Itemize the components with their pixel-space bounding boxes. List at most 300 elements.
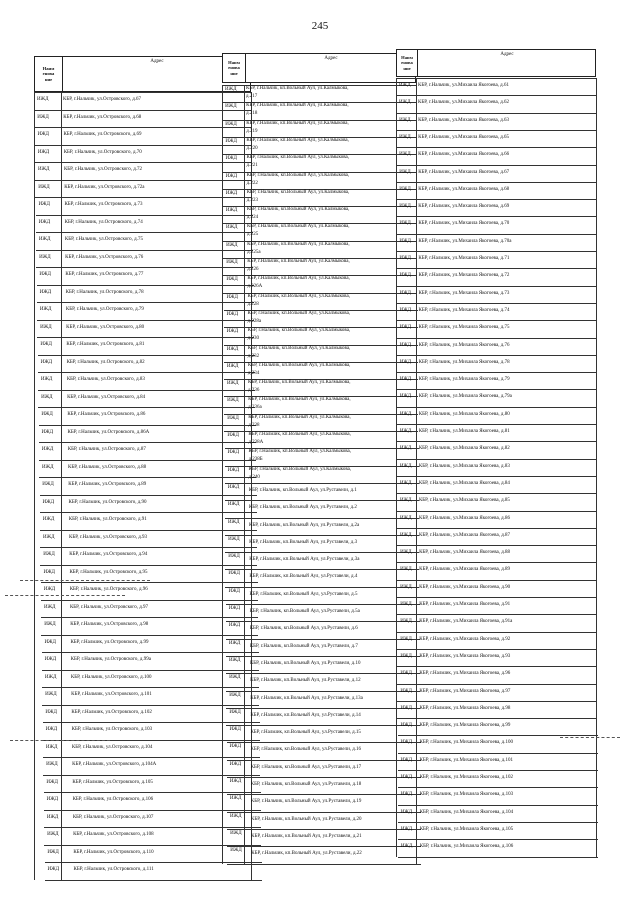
address-text: КБР, г.Нальчик, ул.Островского, д.67 bbox=[63, 97, 142, 102]
object-type: ИЖД bbox=[47, 832, 59, 837]
address-text: КБР, г.Нальчик, ул.Михаила Якогоева, д.91а bbox=[419, 619, 513, 625]
address-text: КБР, г.Нальчик, ул.Михаила Якогоева, д.85 bbox=[418, 498, 510, 504]
address-text: КБР, г.Нальчик, ул.Островского, д.111 bbox=[73, 867, 154, 872]
address-text: КБР, г.Нальчик, кп.Вольный Аул, ул.Калмыкова, bbox=[247, 276, 350, 282]
address-text: КБР, г.Нальчик, ул.Михаила Якогоева, д.72 bbox=[418, 273, 510, 279]
address-text: КБР, г.Нальчик, кп.Вольный Аул, ул.Калмыкова, bbox=[246, 120, 349, 126]
col2-mid-border bbox=[244, 85, 245, 864]
col3-row-divider bbox=[397, 372, 597, 373]
address-text: КБР, г.Нальчик, ул.Михаила Якогоева, д.103 bbox=[419, 792, 514, 798]
object-type: ИЖД bbox=[39, 254, 51, 260]
object-type: ИЖД bbox=[399, 480, 412, 486]
address-text: КБР, г.Нальчик, кп.Вольный Аул, ул.Руставели, д.2а bbox=[249, 522, 360, 528]
object-type: ИЖД bbox=[227, 450, 240, 456]
col2-row-divider bbox=[226, 708, 420, 709]
address-text: КБР, г.Нальчик, ул.Островского, д.70 bbox=[63, 149, 142, 155]
object-type: ИЖД bbox=[400, 584, 412, 590]
col3-row-divider bbox=[396, 165, 596, 166]
address-text: КБР, г.Нальчик, ул.Михаила Якогоева, д.73 bbox=[418, 290, 510, 296]
address-text: КБР, г.Нальчик, ул.Островского, д.110 bbox=[73, 849, 154, 855]
address-text-cont: д.225а bbox=[247, 249, 261, 255]
object-type: ИЖД bbox=[225, 208, 238, 214]
address-text: КБР, г.Нальчик, ул.Островского, д.77 bbox=[65, 272, 144, 277]
object-type: ИЖД bbox=[40, 342, 52, 347]
object-type: ИЖД bbox=[400, 619, 412, 625]
col3-row-divider bbox=[396, 234, 596, 235]
col3-row-divider bbox=[397, 718, 597, 719]
object-type: ИЖД bbox=[228, 536, 240, 542]
object-type: ИЖД bbox=[228, 571, 240, 577]
object-type: ИЖД bbox=[40, 324, 52, 330]
col1-row-divider bbox=[41, 635, 258, 636]
object-type: ИЖД bbox=[399, 186, 411, 192]
address-text: КБР, г.Нальчик, кп.Вольный Аул, ул.Руставели, д.4 bbox=[249, 574, 358, 580]
col1-row-divider bbox=[44, 792, 261, 793]
address-text: КБР, г.Нальчик, ул.Михаила Якогоева, д.79 bbox=[418, 377, 510, 383]
col3-row-divider bbox=[397, 528, 597, 529]
object-type: ИЖД bbox=[399, 307, 412, 313]
col3-row-divider bbox=[397, 424, 597, 425]
object-type: ИЖД bbox=[45, 727, 58, 732]
address-text-cont: д.240 bbox=[248, 474, 260, 480]
address-text: КБР, г.Нальчик, ул.Михаила Якогоева, д.90 bbox=[419, 584, 511, 590]
col3-row-divider bbox=[396, 130, 596, 131]
col2-row-divider bbox=[226, 691, 420, 692]
address-text: КБР, г.Нальчик, ул.Островского, д.95 bbox=[69, 569, 148, 575]
address-text: КБР, г.Нальчик, ул.Островского, д.76 bbox=[65, 254, 144, 260]
address-text: КБР, г.Нальчик, ул.Михаила Якогоева, д.70а bbox=[418, 238, 512, 244]
object-type: ИЖД bbox=[225, 173, 238, 179]
address-text: КБР, г.Нальчик, ул.Михаила Якогоева, д.65 bbox=[418, 134, 510, 140]
address-text: КБР, г.Нальчик, кп.Вольный Аул, ул.Калмыкова, bbox=[246, 172, 350, 178]
address-text: КБР, г.Нальчик, ул.Михаила Якогоева, д.100 bbox=[419, 740, 513, 746]
col2-row-divider bbox=[227, 829, 421, 830]
object-type: ИЖД bbox=[400, 740, 413, 746]
address-text: КБР, г.Нальчик, ул.Островского, д.79 bbox=[65, 307, 144, 312]
col1-row-divider bbox=[41, 582, 258, 583]
address-text: КБР, г.Нальчик, кп.Вольный Аул, ул.Калмыкова, bbox=[247, 241, 350, 247]
address-text: КБР, г.Нальчик, кп.Вольный Аул, ул.Калмыкова, bbox=[246, 207, 350, 213]
address-text: КБР, г.Нальчик, ул.Островского, д.75 bbox=[64, 237, 143, 242]
address-text: КБР, г.Нальчик, ул.Михаила Якогоева, д.84 bbox=[418, 480, 510, 486]
object-type: ИЖД bbox=[47, 849, 59, 855]
address-text: КБР, г.Нальчик, ул.Островского, д.88 bbox=[68, 464, 147, 470]
object-type: ИЖД bbox=[37, 132, 49, 137]
address-text-cont: д.236 bbox=[248, 388, 260, 394]
address-text: КБР, г.Нальчик, кп.Вольный Аул, ул.Калмыкова, bbox=[248, 432, 351, 437]
col1-row-divider bbox=[36, 232, 253, 233]
address-text: КБР, г.Нальчик, ул.Островского, д.101 bbox=[71, 692, 152, 697]
object-type: ИЖД bbox=[227, 415, 239, 421]
object-type: ИЖД bbox=[400, 723, 412, 729]
address-text: КБР, г.Нальчик, ул.Островского, д.72а bbox=[64, 184, 145, 190]
col3-row-divider bbox=[397, 338, 597, 339]
object-type: ИЖД bbox=[399, 152, 411, 158]
col1-row-divider bbox=[39, 477, 256, 478]
col2-row-divider bbox=[225, 518, 419, 519]
address-text: КБР, г.Нальчик, ул.Михаила Якогоева, д.67 bbox=[418, 169, 510, 175]
address-text: КБР, г.Нальчик, ул.Михаила Якогоева, д.99 bbox=[419, 723, 511, 729]
col1-row-divider bbox=[36, 215, 253, 216]
col1-row-divider bbox=[40, 547, 257, 548]
object-type: ИЖД bbox=[226, 242, 238, 248]
address-text: КБР, г.Нальчик, ул.Островского, д.83 bbox=[66, 377, 145, 382]
col1-header-address: Адрес bbox=[150, 59, 164, 64]
address-text: КБР, г.Нальчик, ул.Михаила Якогоева, д.98 bbox=[419, 705, 511, 711]
object-type: ИЖД bbox=[45, 709, 57, 715]
object-type: ИЖД bbox=[400, 532, 412, 538]
col2-row-divider bbox=[227, 777, 421, 778]
address-text: КБР, г.Нальчик, кп.Вольный Аул, ул.Калмыкова, bbox=[247, 362, 351, 368]
address-text: КБР, г.Нальчик, ул.Михаила Якогоева, д.92 bbox=[419, 636, 511, 642]
col3-row-divider bbox=[396, 147, 596, 148]
address-text: КБР, г.Нальчик, ул.Островского, д.104 bbox=[71, 744, 153, 750]
address-text: КБР, г.Нальчик, ул.Островского, д.93 bbox=[69, 534, 148, 540]
address-text: КБР, г.Нальчик, кп.Вольный Аул, ул.Руставели, д.18 bbox=[250, 782, 362, 787]
object-type: ИЖД bbox=[229, 779, 242, 784]
object-type: ИЖД bbox=[227, 467, 240, 473]
address-text: КБР, г.Нальчик, кп.Вольный Аул, ул.Руставели, д.6 bbox=[249, 626, 358, 632]
address-text: КБР, г.Нальчик, кп.Вольный Аул, ул.Калмыкова, bbox=[246, 224, 350, 230]
address-text-cont: д.224 bbox=[246, 215, 259, 221]
address-text-cont: д.222 bbox=[246, 180, 258, 186]
object-type: ИЖД bbox=[229, 675, 241, 681]
object-type: ИЖД bbox=[226, 346, 239, 352]
object-type: ИЖД bbox=[230, 830, 242, 836]
col1-row-divider bbox=[42, 670, 259, 671]
object-type: ИЖД bbox=[399, 221, 411, 227]
col1-header bbox=[34, 56, 251, 92]
object-type: ИЖД bbox=[225, 104, 237, 110]
col2-row-divider bbox=[225, 587, 419, 588]
address-text: КБР, г.Нальчик, ул.Островского, д.97 bbox=[69, 604, 148, 610]
col3-row-divider bbox=[397, 684, 597, 685]
object-type: ИЖД bbox=[225, 87, 237, 92]
col2-row-divider bbox=[227, 742, 421, 743]
address-text: КБР, г.Нальчик, кп.Вольный Аул, ул.Руставели, д.17 bbox=[250, 764, 362, 770]
object-type: ИЖД bbox=[400, 567, 412, 573]
object-type: ИЖД bbox=[39, 289, 52, 295]
object-type: ИЖД bbox=[43, 569, 55, 575]
col3-row-divider bbox=[396, 268, 596, 269]
address-text: КБР, г.Нальчик, кп.Вольный Аул, ул.Руставели, д.10 bbox=[249, 660, 361, 666]
col1-bottom-border bbox=[45, 880, 262, 881]
col3-row-divider bbox=[396, 182, 596, 183]
scan-artifact-line bbox=[5, 595, 125, 596]
address-text-cont: д.217 bbox=[246, 94, 258, 99]
col2-row-divider bbox=[226, 639, 420, 640]
col3-row-divider bbox=[397, 476, 597, 477]
address-text: КБР, г.Нальчик, ул.Михаила Якогоева, д.75 bbox=[418, 325, 510, 331]
address-text: КБР, г.Нальчик, кп.Вольный Аул, ул.Калмыкова, bbox=[248, 466, 352, 472]
col3-row-divider bbox=[398, 770, 598, 771]
object-type: ИЖД bbox=[226, 260, 238, 265]
col3-left-border bbox=[396, 78, 397, 857]
col1-row-divider bbox=[41, 600, 258, 601]
object-type: ИЖД bbox=[229, 727, 241, 733]
address-text-cont: д.238 bbox=[248, 422, 260, 428]
object-type: ИЖД bbox=[44, 622, 56, 627]
col1-row-divider bbox=[36, 267, 253, 268]
object-type: ИЖД bbox=[228, 640, 241, 646]
object-type: ИЖД bbox=[225, 190, 238, 196]
address-text: КБР, г.Нальчик, ул.Михаила Якогоева, д.63 bbox=[418, 117, 510, 123]
object-type: ИЖД bbox=[399, 429, 412, 434]
address-text: КБР, г.Нальчик, ул.Островского, д.86А bbox=[67, 429, 150, 435]
col3-row-divider bbox=[397, 320, 597, 321]
object-type: ИЖД bbox=[37, 114, 49, 120]
col3-row-divider bbox=[398, 787, 598, 788]
col2-left-border bbox=[222, 85, 223, 864]
address-text: КБР, г.Нальчик, ул.Михаила Якогоева, д.87 bbox=[419, 532, 510, 538]
address-text: КБР, г.Нальчик, кп.Вольный Аул, ул.Калмыкова, bbox=[246, 103, 349, 109]
address-text: КБР, г.Нальчик, ул.Островского, д.86 bbox=[67, 412, 146, 417]
col3-row-divider bbox=[397, 701, 597, 702]
address-text: КБР, г.Нальчик, кп.Вольный Аул, ул.Руставели, д.14 bbox=[250, 712, 361, 718]
address-text: КБР, г.Нальчик, кп.Вольный Аул, ул.Калмыкова, bbox=[248, 380, 351, 386]
address-text: КБР, г.Нальчик, кп.Вольный Аул, ул.Руставели, д.1 bbox=[248, 487, 357, 493]
address-text-cont: д.238Б bbox=[248, 457, 263, 463]
object-type: ИЖД bbox=[400, 602, 412, 607]
object-type: ИЖД bbox=[46, 779, 58, 785]
address-text: КБР, г.Нальчик, ул.Михаила Якогоева, д.96 bbox=[419, 671, 511, 677]
object-type: ИЖД bbox=[41, 394, 53, 400]
object-type: ИЖД bbox=[400, 636, 412, 642]
col2-row-divider bbox=[226, 673, 420, 674]
object-type: ИЖД bbox=[40, 377, 53, 382]
address-text: КБР, г.Нальчик, кп.Вольный Аул, ул.Калмыкова, bbox=[246, 137, 349, 143]
object-type: ИЖД bbox=[400, 705, 412, 711]
col2-bottom-border bbox=[227, 864, 421, 865]
object-type: ИЖД bbox=[399, 411, 412, 417]
object-type: ИЖД bbox=[399, 377, 412, 383]
object-type: ИЖД bbox=[230, 848, 242, 854]
col1-row-divider bbox=[34, 110, 251, 111]
col1-row-divider bbox=[40, 530, 257, 531]
col3-row-divider bbox=[397, 649, 597, 650]
object-type: ИЖД bbox=[226, 329, 239, 335]
col3-row-divider bbox=[396, 251, 596, 252]
address-text-cont: д.225 bbox=[246, 232, 259, 238]
col2-header-name: Наим енова ние bbox=[223, 54, 246, 82]
address-text: КБР, г.Нальчик, кп.Вольный Аул, ул.Руставели, д.2 bbox=[248, 505, 357, 511]
col2-row-divider bbox=[226, 604, 420, 605]
scan-artifact-line bbox=[10, 740, 110, 741]
object-type: ИЖД bbox=[400, 653, 412, 659]
col1-row-divider bbox=[44, 810, 261, 811]
address-text: КБР, г.Нальчик, кп.Вольный Аул, ул.Руставели, д.5 bbox=[249, 591, 358, 597]
object-type: ИЖД bbox=[229, 709, 241, 715]
object-type: ИЖД bbox=[400, 826, 413, 832]
address-text: КБР, г.Нальчик, ул.Островского, д.73 bbox=[64, 202, 143, 207]
object-type: ИЖД bbox=[225, 138, 237, 144]
col2-row-divider bbox=[226, 621, 420, 622]
address-text: КБР, г.Нальчик, ул.Островского, д.90 bbox=[68, 499, 147, 505]
address-text: КБР, г.Нальчик, ул.Островского, д.99 bbox=[70, 639, 149, 645]
object-type: ИЖД bbox=[228, 606, 241, 611]
object-type: ИЖД bbox=[41, 429, 54, 435]
col3-row-divider bbox=[397, 632, 597, 633]
object-type: ИЖД bbox=[226, 277, 238, 283]
object-type: ИЖД bbox=[399, 446, 412, 452]
address-text-cont: д.223 bbox=[246, 197, 259, 203]
col3-row-divider bbox=[397, 493, 597, 494]
object-type: ИЖД bbox=[227, 398, 239, 404]
object-type: ИЖД bbox=[41, 412, 53, 417]
address-text: КБР, г.Нальчик, кп.Вольный Аул, ул.Калмыкова, bbox=[246, 189, 350, 195]
object-type: ИЖД bbox=[45, 744, 58, 750]
col2-row-divider bbox=[225, 569, 419, 570]
address-text: КБР, г.Нальчик, ул.Михаила Якогоева, д.83 bbox=[418, 463, 510, 469]
address-text: КБР, г.Нальчик, ул.Михаила Якогоева, д.102 bbox=[419, 775, 514, 780]
object-type: ИЖД bbox=[37, 167, 50, 172]
address-text: КБР, г.Нальчик, ул.Михаила Якогоева, д.79а bbox=[418, 394, 512, 400]
address-text-cont: д.238А bbox=[248, 440, 264, 445]
object-type: ИЖД bbox=[37, 97, 49, 102]
address-text: КБР, г.Нальчик, ул.Михаила Якогоева, д.93 bbox=[419, 653, 511, 659]
object-type: ИЖД bbox=[42, 482, 54, 487]
col1-row-divider bbox=[34, 92, 251, 93]
col3-row-divider bbox=[397, 562, 597, 563]
address-text: КБР, г.Нальчик, ул.Островского, д.96 bbox=[69, 587, 148, 592]
address-text: КБР, г.Нальчик, ул.Островского, д.105 bbox=[72, 779, 153, 785]
object-type: ИЖД bbox=[399, 238, 411, 244]
address-text: КБР, г.Нальчик, кп.Вольный Аул, ул.Руставели, д.20 bbox=[251, 816, 362, 822]
object-type: ИЖД bbox=[44, 639, 56, 645]
address-text-cont: д.236а bbox=[248, 405, 262, 411]
object-type: ИЖД bbox=[229, 744, 242, 750]
address-text: КБР, г.Нальчик, ул.Михаила Якогоева, д.62 bbox=[418, 100, 509, 106]
col1-row-divider bbox=[41, 617, 258, 618]
object-type: ИЖД bbox=[38, 237, 51, 242]
object-type: ИЖД bbox=[226, 294, 238, 300]
address-text: КБР, г.Нальчик, ул.Михаила Якогоева, д.70 bbox=[418, 221, 510, 227]
address-text: КБР, г.Нальчик, ул.Островского, д.68 bbox=[63, 114, 142, 120]
address-text: КБР, г.Нальчик, ул.Островского, д.107 bbox=[72, 814, 154, 820]
address-text-cont: д.232 bbox=[247, 353, 260, 359]
address-text: КБР, г.Нальчик, ул.Михаила Якогоева, д.68 bbox=[418, 186, 510, 192]
col2-row-divider bbox=[227, 846, 421, 847]
address-text: КБР, г.Нальчик, кп.Вольный Аул, ул.Калмыкова, bbox=[248, 449, 352, 455]
object-type: ИЖД bbox=[229, 761, 242, 767]
address-text-cont: д.221 bbox=[246, 163, 258, 169]
col3-row-divider bbox=[397, 666, 597, 667]
col1-row-divider bbox=[39, 442, 256, 443]
address-text: КБР, г.Нальчик, ул.Островского, д.106 bbox=[72, 797, 154, 802]
col3-row-divider bbox=[398, 805, 598, 806]
scan-artifact-line bbox=[560, 737, 620, 738]
col2-header bbox=[222, 53, 416, 83]
col3-row-divider bbox=[396, 113, 596, 114]
object-type: ИЖД bbox=[225, 121, 237, 127]
address-text: КБР, г.Нальчик, ул.Михаила Якогоева, д.74 bbox=[418, 307, 510, 313]
address-text: КБР, г.Нальчик, ул.Островского, д.74 bbox=[64, 219, 143, 225]
object-type: ИЖД bbox=[38, 219, 51, 225]
address-text: КБР, г.Нальчик, кп.Вольный Аул, ул.Руставели, д.13а bbox=[250, 695, 363, 701]
object-type: ИЖД bbox=[229, 692, 241, 698]
address-text: КБР, г.Нальчик, ул.Островского, д.87 bbox=[67, 447, 146, 452]
col3-row-divider bbox=[396, 286, 596, 287]
object-type: ИЖД bbox=[400, 550, 412, 556]
object-type: ИЖД bbox=[42, 517, 55, 522]
address-text: КБР, г.Нальчик, кп.Вольный Аул, ул.Калмыкова, bbox=[247, 293, 350, 299]
col1-row-divider bbox=[36, 250, 253, 251]
address-text: КБР, г.Нальчик, ул.Михаила Якогоева, д.97 bbox=[419, 688, 511, 694]
col2-row-divider bbox=[226, 725, 420, 726]
address-text: КБР, г.Нальчик, кп.Вольный Аул, ул.Руставели, д.21 bbox=[251, 833, 362, 839]
object-type: ИЖД bbox=[400, 844, 413, 850]
col3-header-name: Наим енова ние bbox=[397, 50, 418, 76]
col1-row-divider bbox=[35, 180, 252, 181]
col3-row-divider bbox=[397, 614, 597, 615]
address-text: КБР, г.Нальчик, ул.Михаила Якогоева, д.106 bbox=[419, 844, 514, 850]
address-text-cont: д.228а bbox=[247, 318, 262, 324]
address-text-cont: д.218 bbox=[246, 111, 258, 117]
object-type: ИЖД bbox=[399, 342, 412, 348]
address-text: КБР, г.Нальчик, кп.Вольный Аул, ул.Руставели, д.16 bbox=[250, 747, 362, 753]
col3-row-divider bbox=[398, 753, 598, 754]
address-text: КБР, г.Нальчик, кп.Вольный Аул, ул.Калмыкова, bbox=[247, 259, 350, 264]
col3-row-divider bbox=[397, 389, 597, 390]
col2-row-divider bbox=[227, 760, 421, 761]
address-text-cont: д.226А bbox=[247, 284, 263, 290]
col3-row-divider bbox=[396, 95, 596, 96]
col3-row-divider bbox=[397, 597, 597, 598]
object-type: ИЖД bbox=[39, 272, 51, 277]
object-type: ИЖД bbox=[400, 688, 412, 694]
address-text: КБР, г.Нальчик, ул.Островского, д.72 bbox=[63, 167, 142, 172]
object-type: ИЖД bbox=[228, 588, 240, 594]
object-type: ИЖД bbox=[227, 484, 240, 490]
address-text: КБР, г.Нальчик, ул.Островского, д.103 bbox=[71, 727, 153, 732]
address-text: КБР, г.Нальчик, ул.Михаила Якогоева, д.69 bbox=[418, 204, 510, 210]
col1-left-border bbox=[34, 92, 35, 880]
object-type: ИЖД bbox=[42, 464, 54, 470]
object-type: ИЖД bbox=[399, 273, 411, 279]
address-text: КБР, г.Нальчик, ул.Островского, д.99а bbox=[70, 657, 151, 662]
col3-row-divider bbox=[397, 459, 597, 460]
col1-row-divider bbox=[34, 127, 251, 128]
address-text: КБР, г.Нальчик, кп.Вольный Аул, ул.Калмыкова, bbox=[247, 345, 351, 351]
col3-row-divider bbox=[397, 407, 597, 408]
col3-row-divider bbox=[397, 355, 597, 356]
address-text: КБР, г.Нальчик, ул.Островского, д.81 bbox=[66, 342, 145, 347]
col3-mid-border bbox=[416, 78, 417, 857]
address-text: КБР, г.Нальчик, кп.Вольный Аул, ул.Калмыкова, bbox=[248, 414, 351, 420]
col2-header-address: Адрес bbox=[324, 56, 338, 61]
scan-artifact-line bbox=[20, 580, 150, 581]
address-text-cont: д.228 bbox=[247, 301, 259, 307]
address-text: КБР, г.Нальчик, ул.Михаила Якогоева, д.89 bbox=[419, 567, 511, 573]
address-text: КБР, г.Нальчик, кп.Вольный Аул, ул.Калмыкова, bbox=[246, 86, 349, 91]
col2-row-divider bbox=[225, 535, 419, 536]
address-text: КБР, г.Нальчик, кп.Вольный Аул, ул.Руставели, д.12 bbox=[250, 678, 361, 684]
col3-header bbox=[396, 49, 596, 77]
col3-right-border bbox=[596, 78, 597, 857]
object-type: ИЖД bbox=[43, 552, 55, 557]
col3-row-divider bbox=[396, 216, 596, 217]
col2-row-divider bbox=[227, 794, 421, 795]
address-text: КБР, г.Нальчик, ул.Островского, д.84 bbox=[67, 394, 146, 400]
col3-row-divider bbox=[398, 822, 598, 823]
col1-row-divider bbox=[44, 827, 261, 828]
col1-row-divider bbox=[43, 775, 260, 776]
col3-row-divider bbox=[397, 511, 597, 512]
address-text: КБР, г.Нальчик, кп.Вольный Аул, ул.Руставели, д.5а bbox=[249, 609, 360, 614]
col1-row-divider bbox=[35, 197, 252, 198]
object-type: ИЖД bbox=[229, 796, 242, 802]
object-type: ИЖД bbox=[44, 657, 57, 662]
